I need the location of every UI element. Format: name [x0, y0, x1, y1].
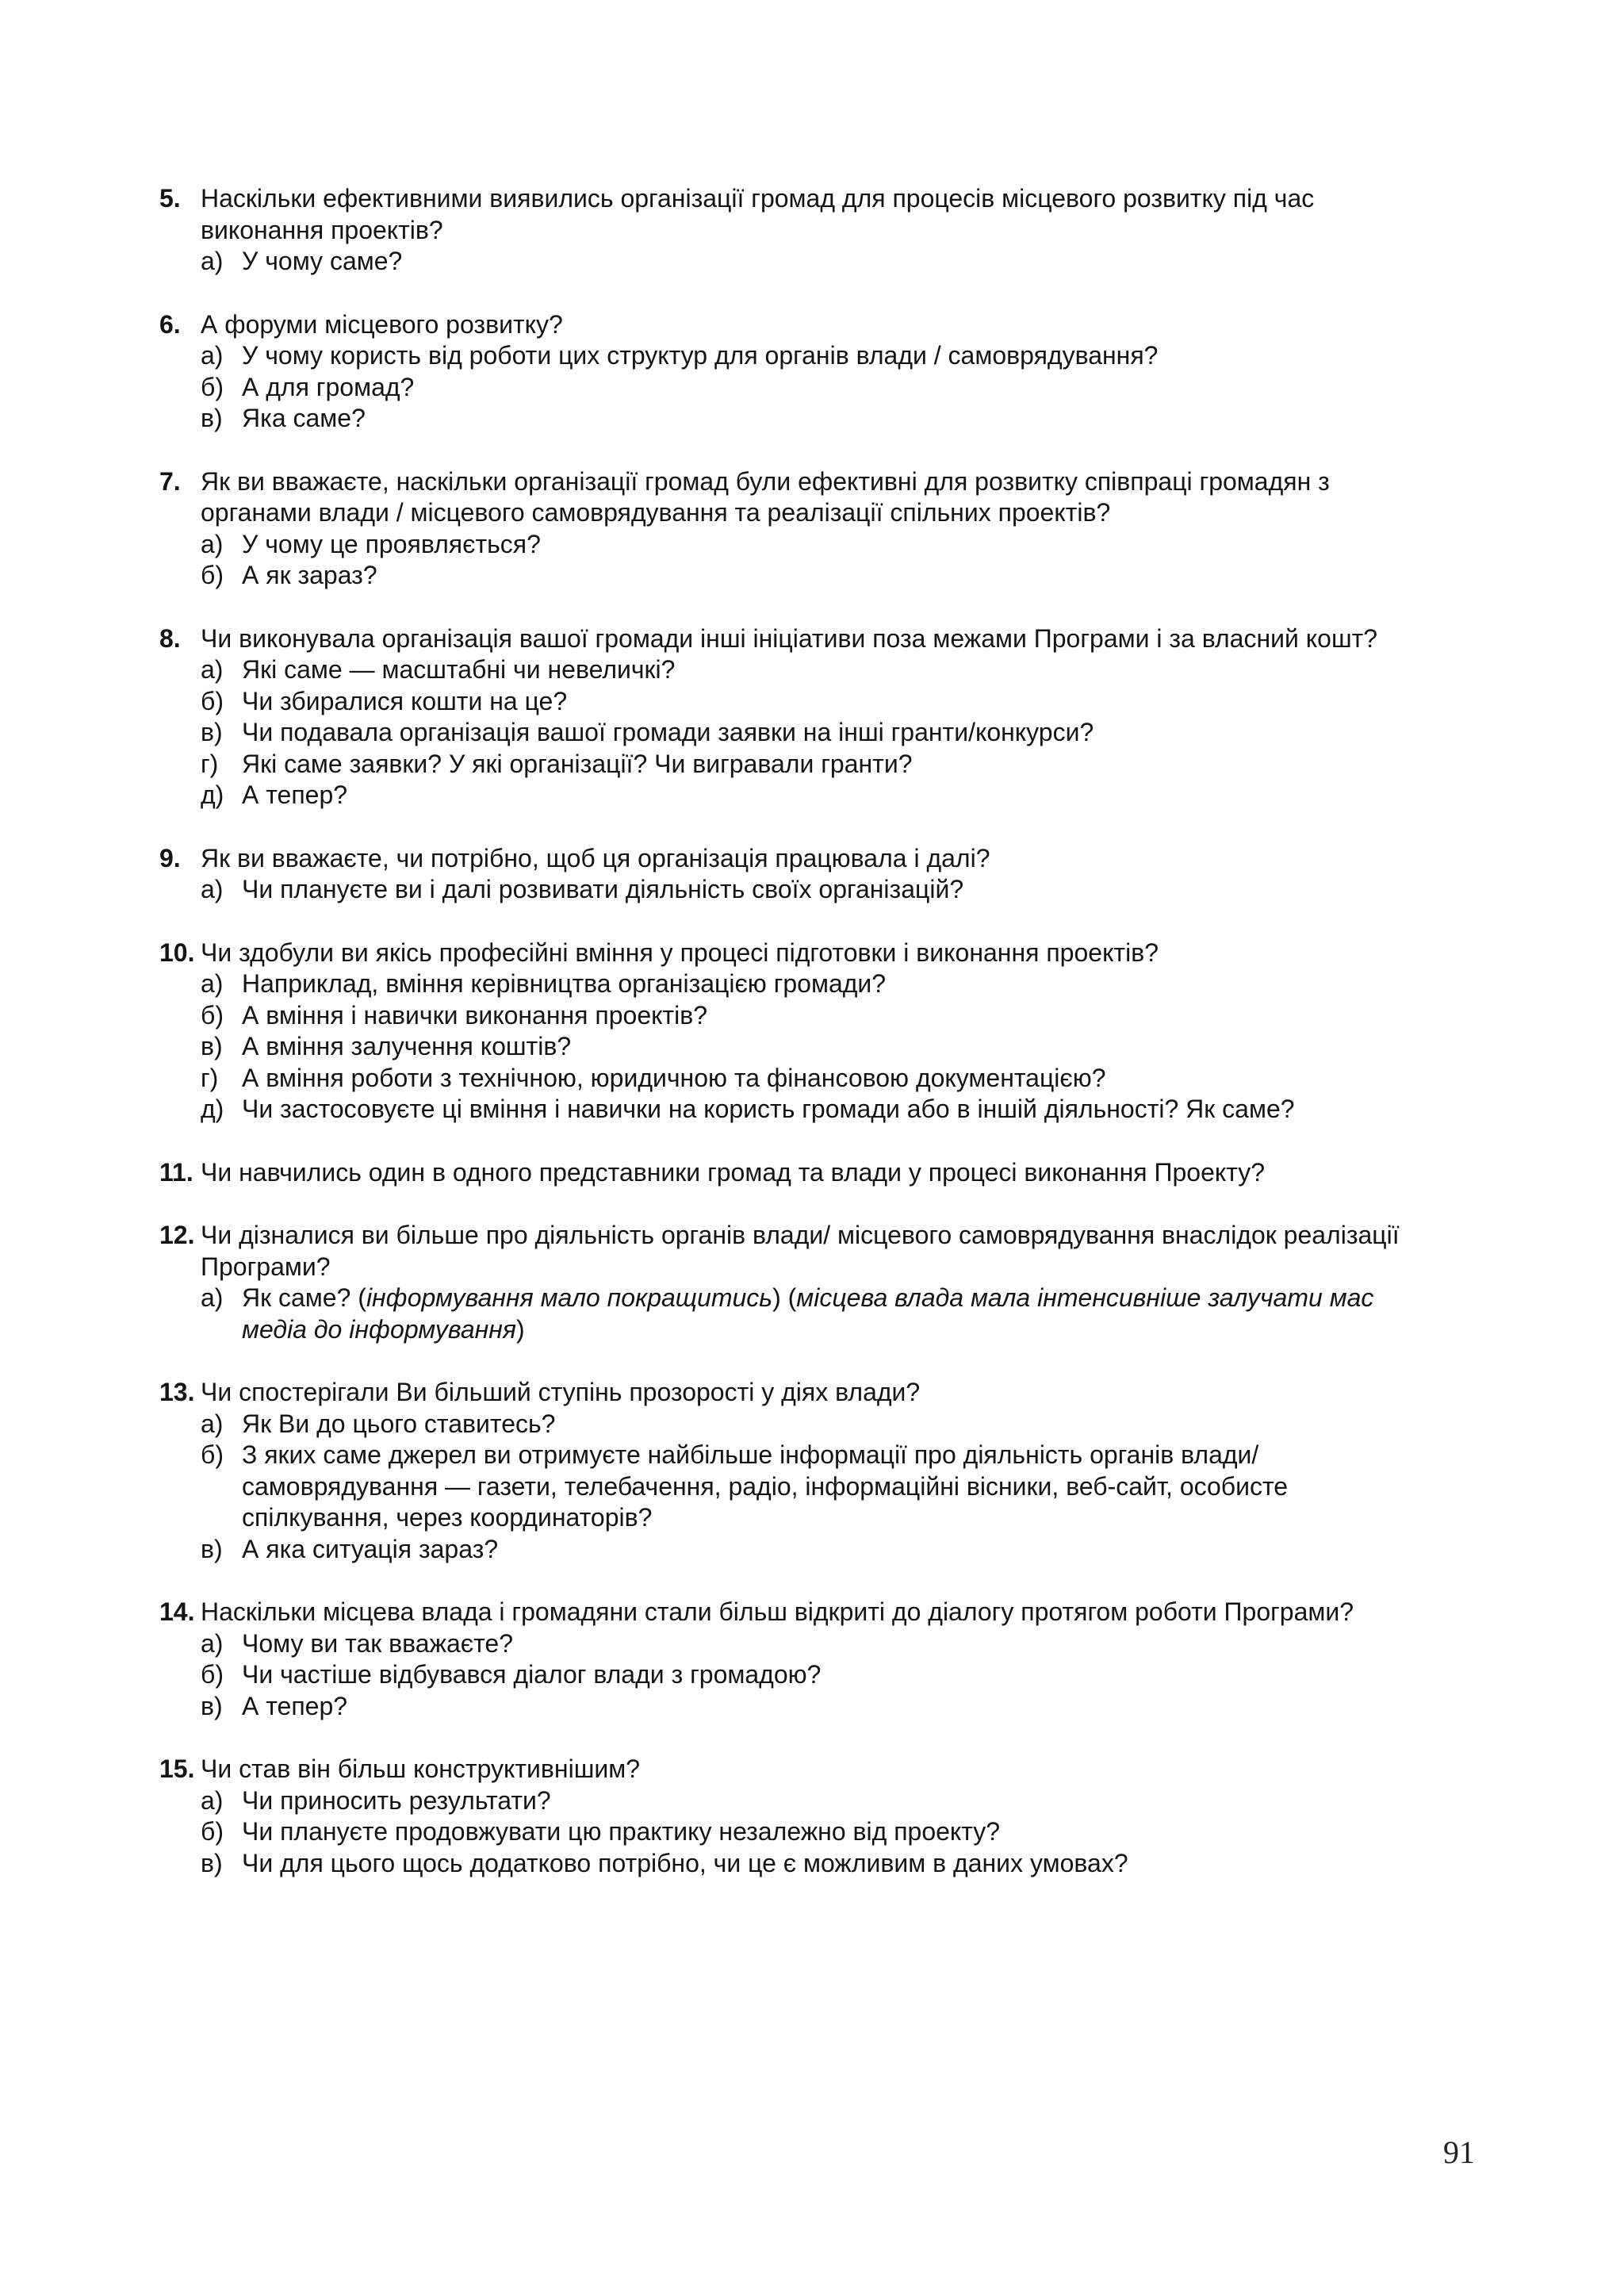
sub-question-text: У чому саме?	[242, 247, 403, 275]
question-5	[159, 183, 1436, 278]
sub-question	[201, 1785, 1436, 1817]
sub-question-text: Які саме заявки? У які організації? Чи вигравали гранти?	[242, 749, 913, 778]
question-text: Як ви вважаєте, наскільки організації громад були ефективні для розвитку співпраці громадян з органами влади / місцевого самоврядування та реалізації спільних проектів?	[201, 466, 1330, 527]
sub-question	[201, 1659, 1436, 1691]
sub-question-text: А вміння залучення коштів?	[242, 1032, 572, 1060]
question-text: Чи спостерігали Ви більший ступінь прозорості у діях влади?	[201, 1378, 921, 1406]
question-text: А форуми місцевого розвитку?	[201, 309, 563, 339]
page-number: 91	[1443, 2134, 1475, 2170]
sub-question-letter: а)	[201, 969, 224, 998]
question-number: 10.	[159, 938, 195, 967]
question-text: Чи дізналися ви більше про діяльність органів влади/ місцевого самоврядування внаслідок реалізації Програми?	[201, 1221, 1400, 1281]
sub-question	[201, 1628, 1436, 1660]
sub-question-text: Чи подавала організація вашої громади заявки на інші гранти/конкурси?	[242, 718, 1094, 746]
sub-question-text: Чи плануєте ви і далі розвивати діяльність своїх організацій?	[242, 875, 964, 903]
sub-question	[201, 717, 1436, 749]
question-text: Чи здобули ви якісь професійні вміння у процесі підготовки і виконання проектів?	[201, 938, 1159, 967]
sub-question-text: Чи для цього щось додатково потрібно, чи це є можливим в даних умовах?	[242, 1848, 1128, 1877]
sub-question-text: А для громад?	[242, 372, 415, 401]
sub-question	[201, 1283, 1436, 1345]
sub-question	[201, 560, 1436, 592]
question-number: 5.	[159, 184, 181, 213]
question-number: 6.	[159, 309, 181, 339]
question-8	[159, 623, 1436, 811]
sub-question-text: Яка саме?	[242, 404, 366, 432]
sub-question-text: Чи застосовуєте ці вміння і навички на користь громади або в іншій діяльності? Як саме?	[242, 1095, 1295, 1123]
question-text: Як ви вважаєте, чи потрібно, щоб ця організація працювала і далі?	[201, 843, 990, 872]
sub-question-letter: в)	[201, 718, 223, 746]
question-text: Чи навчились один в одного представники громад та влади у процесі виконання Проекту?	[201, 1157, 1266, 1187]
sub-question-letter: г)	[201, 1063, 219, 1092]
sub-question-letter: в)	[201, 1032, 223, 1060]
sub-question-text: Які саме — масштабні чи невеличкі?	[242, 655, 676, 684]
sub-question	[201, 529, 1436, 561]
sub-question-letter: а)	[201, 247, 224, 275]
sub-question-letter: а)	[201, 1409, 224, 1438]
sub-question-text: А вміння роботи з технічною, юридичною та фінансовою документацією?	[242, 1063, 1106, 1092]
sub-question	[201, 1816, 1436, 1848]
sub-question	[201, 1691, 1436, 1723]
question-9	[159, 843, 1436, 906]
questionnaire	[159, 183, 1436, 1911]
sub-question-letter: б)	[201, 372, 224, 401]
question-number: 12.	[159, 1221, 195, 1249]
sub-question	[201, 1094, 1436, 1125]
question-number: 15.	[159, 1754, 195, 1783]
sub-question-letter: д)	[201, 780, 224, 809]
sub-question-letter: б)	[201, 1817, 224, 1846]
sub-question	[201, 1440, 1436, 1534]
sub-question	[201, 780, 1436, 811]
question-text: Чи став він більш конструктивнішим?	[201, 1754, 641, 1783]
sub-question-letter: б)	[201, 561, 224, 589]
question-12	[159, 1220, 1436, 1345]
sub-question-letter: а)	[201, 1628, 224, 1658]
sub-question-text: Чи плануєте продовжувати цю практику незалежно від проекту?	[242, 1817, 1001, 1846]
question-number: 11.	[159, 1157, 193, 1187]
sub-question-letter: а)	[201, 1283, 224, 1312]
sub-question-letter: д)	[201, 1095, 224, 1123]
question-text: Наскільки місцева влада і громадяни стали більш відкриті до діалогу протягом роботи Програми?	[201, 1597, 1354, 1626]
sub-question-letter: в)	[201, 1848, 223, 1877]
sub-question-text: У чому користь від роботи цих структур для органів влади / самоврядування?	[242, 341, 1159, 370]
sub-question-letter: а)	[201, 529, 224, 558]
sub-question-letter: в)	[201, 1534, 223, 1563]
italic-note: інформування мало покращитись	[366, 1283, 773, 1312]
sub-question-text: А яка ситуація зараз?	[242, 1534, 499, 1563]
sub-question	[201, 403, 1436, 435]
question-10	[159, 938, 1436, 1125]
sub-question-text: Чи частіше відбувався діалог влади з громадою?	[242, 1660, 822, 1689]
sub-question-letter: а)	[201, 1785, 224, 1815]
sub-question-text: А вміння і навички виконання проектів?	[242, 1000, 708, 1030]
sub-question	[201, 874, 1436, 906]
sub-question	[201, 968, 1436, 1000]
question-15	[159, 1754, 1436, 1879]
sub-question-letter: г)	[201, 749, 219, 778]
question-14	[159, 1597, 1436, 1722]
sub-question-text: А як зараз?	[242, 561, 377, 589]
italic-note: місцева влада мала інтенсивніше залучати мас медіа до інформування	[242, 1283, 1374, 1344]
sub-question	[201, 1848, 1436, 1880]
sub-question-letter: в)	[201, 404, 223, 432]
sub-question	[201, 1534, 1436, 1566]
question-number: 13.	[159, 1378, 195, 1406]
sub-question	[201, 1409, 1436, 1440]
question-number: 14.	[159, 1597, 195, 1626]
sub-question-letter: б)	[201, 1000, 224, 1030]
sub-question-letter: б)	[201, 1440, 224, 1469]
sub-question-text: Чи збиралися кошти на це?	[242, 686, 568, 715]
sub-question-text	[242, 1283, 1436, 1345]
sub-question-text-start: Як саме? (	[242, 1283, 366, 1312]
sub-question-text: Чи приносить результати?	[242, 1785, 551, 1815]
sub-question	[201, 340, 1436, 372]
question-13	[159, 1377, 1436, 1565]
sub-question-text: Чому ви так вважаєте?	[242, 1628, 513, 1658]
sub-question-text: Наприклад, вміння керівництва організацією громади?	[242, 969, 887, 998]
sub-question-text: У чому це проявляється?	[242, 529, 541, 558]
sub-question	[201, 654, 1436, 686]
sub-question-text: А тепер?	[242, 1691, 348, 1720]
question-text: Чи виконувала організація вашої громади інші ініціативи поза межами Програми і за власний кошт?	[201, 623, 1378, 653]
sub-question	[201, 1031, 1436, 1063]
sub-question	[201, 749, 1436, 780]
sub-question-letter: а)	[201, 655, 224, 684]
sub-question	[201, 1000, 1436, 1032]
question-7	[159, 466, 1436, 592]
question-text: Наскільки ефективними виявились організації громад для процесів місцевого розвитку під час виконання проектів?	[201, 184, 1315, 244]
question-6	[159, 309, 1436, 435]
sub-question-letter: б)	[201, 1660, 224, 1689]
question-number: 9.	[159, 843, 181, 872]
sub-question-text-mid: ) (	[772, 1283, 797, 1312]
sub-question-letter: б)	[201, 686, 224, 715]
sub-question	[201, 1063, 1436, 1095]
sub-question	[201, 372, 1436, 404]
sub-question-letter: а)	[201, 341, 224, 370]
sub-question-letter: в)	[201, 1691, 223, 1720]
sub-question	[201, 246, 1436, 278]
sub-question-text: А тепер?	[242, 780, 348, 809]
sub-question	[201, 686, 1436, 718]
question-number: 7.	[159, 466, 181, 496]
question-number: 8.	[159, 623, 181, 653]
sub-question-text: Як Ви до цього ставитесь?	[242, 1409, 556, 1438]
sub-question-text-end: )	[515, 1314, 525, 1344]
sub-question-text: З яких саме джерел ви отримуєте найбільше інформації про діяльність органів влади/самоврядування — газети, телебачення, радіо, інформаційні вісники, веб-сайт, особисте спілкування, через координаторів?	[242, 1440, 1289, 1532]
question-11	[159, 1157, 1436, 1189]
sub-question-letter: а)	[201, 875, 224, 903]
